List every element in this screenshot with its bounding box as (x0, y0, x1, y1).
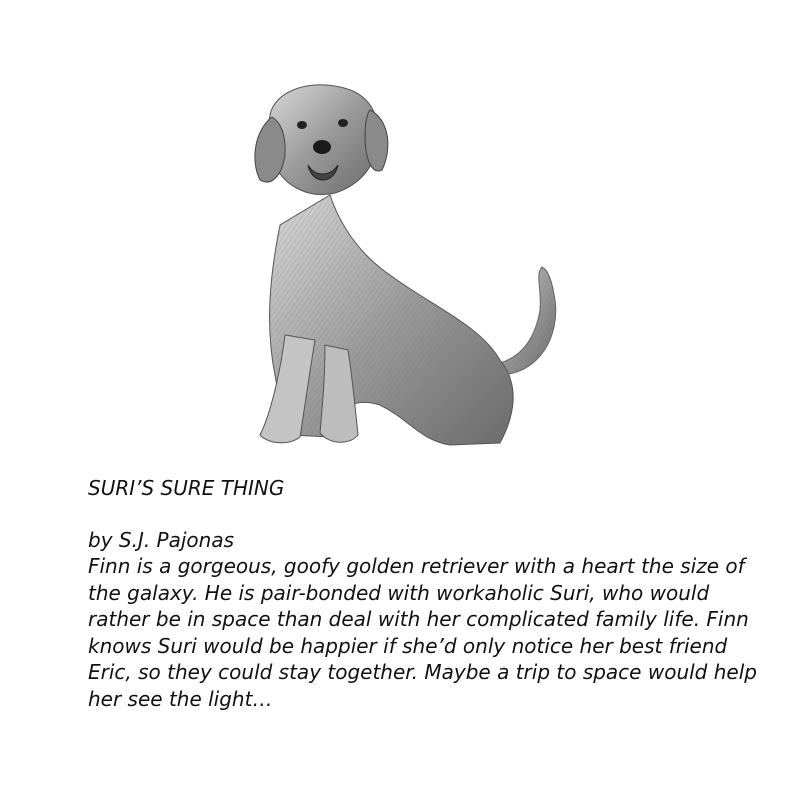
story-blurb: Finn is a gorgeous, goofy golden retriever with a heart the size of the galaxy. He is pair-bonded with workaholic Suri, who would rather be in space than deal with her complicated family life. Finn knows Suri would be happier if she’d only notice her best friend Eric, so they could stay together. Maybe a trip to space would help her see the light… (88, 554, 757, 711)
spacer (88, 501, 768, 527)
story-title: SURI’S SURE THING (88, 476, 285, 500)
story-byline: by S.J. Pajonas (88, 528, 235, 552)
story-text-block (88, 475, 768, 712)
golden-retriever-sketch-icon (230, 75, 600, 465)
